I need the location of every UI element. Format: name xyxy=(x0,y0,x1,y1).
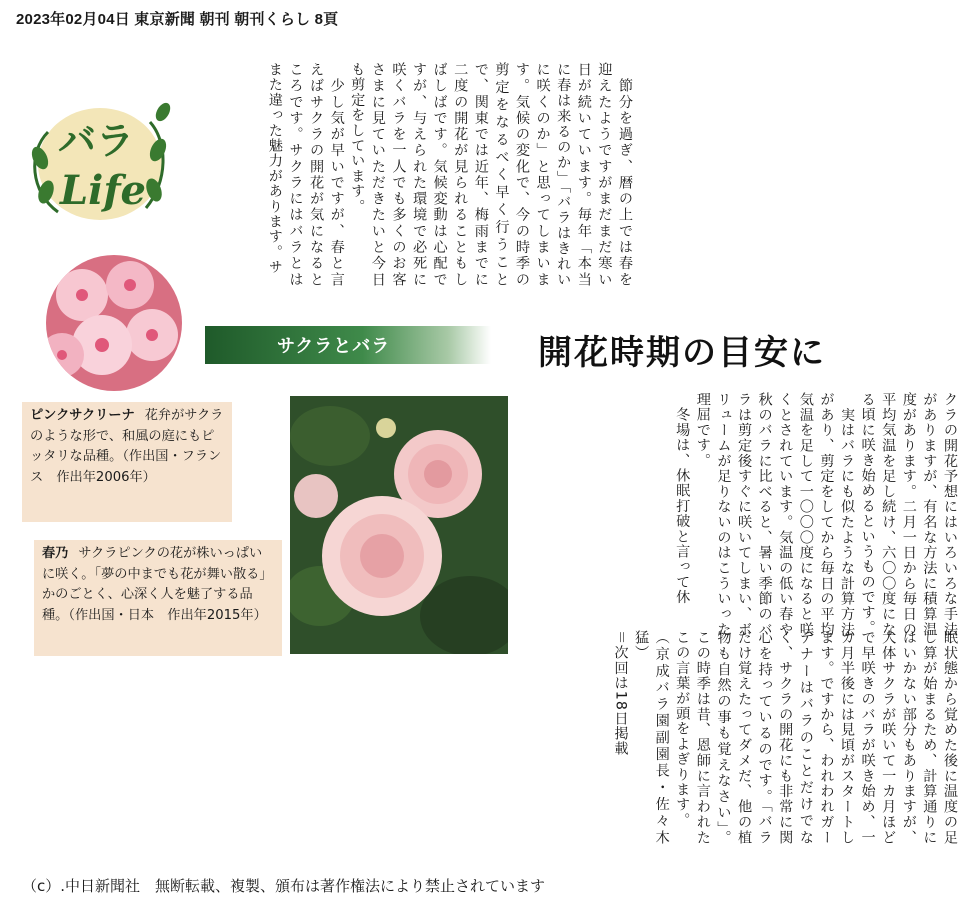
article-bottom-text: 眠状態から覚めた後に温度の足し算が始まるため、計算通りにはいかない部分もありますが、大体サクラが咲いて一カ月ほどで早咲きのバラが咲き始め、一カ月半後には見頃がスタートします。ですから、われわれガーデナーはバラのことだけでなく、サクラの開花にも非常に関心を持っているのです。「バラだけ覚えたってダメだ、他の植物も自然の事も覚えなさい」。この時季は昔、恩師に言われたこの言葉が頭をよぎります。 （京成バラ園副園長・佐々木猛） ＝次回は18日掲載 xyxy=(612,630,958,845)
article-intro xyxy=(180,62,635,287)
logo-line2: Life xyxy=(60,167,146,214)
article-middle-text: クラの開花予想にはいろいろな手法がありますが、有名な方法に積算温度があります。二月一日から毎日の平均気温を足し続け、六〇〇度になる頃に咲き始めるというものです。 実はバラにも似たような計算方法があり、剪定をしてから毎日の平均気温を足して一〇〇〇度になると咲くとされています。気温の低い春や秋のバラに比べると、暑い季節のバラは剪定後すぐに咲いてしまい、ボリュームが足りないのはこういった理屈です。 冬場は、休眠打破と言って休 xyxy=(674,392,958,637)
caption-text: 花弁がサクラのような形で、和風の庭にもピッタリな品種。（作出国・フランス 作出年2006年） xyxy=(30,408,224,485)
haruno-rose-photo xyxy=(290,396,508,654)
article-intro-text: 節分を過ぎ、暦の上では春を迎えたようですがまだまだ寒い日が続いています。毎年「本当に春は来るのか」「バラはきれいに咲くのか」と思ってしまいます。気候の変化で、今の時季の剪定をなるべく早く行うことで、関東では近年、梅雨までに二度の開花が見られることもしばしばです。気候変動は心配ですが、与えられた環境で必死に咲くバラを一人でも多くのお客さまに見ていただきたいと今日も剪定をしています。 少し気が早いですが、春と言えばサクラの開花が気になるところです。サクラにはバラとはまた違った魅力があります。サ xyxy=(266,62,633,287)
article-bottom xyxy=(520,630,960,845)
headline: 開花時期の目安に xyxy=(538,333,826,373)
caption-haruno xyxy=(34,540,282,656)
caption-name: ピンクサクリーナ xyxy=(30,408,135,423)
caption-pink-sakurina xyxy=(22,402,232,522)
copyright-notice: （c）.中日新聞社 無断転載、複製、頒布は著作権法により禁止されています xyxy=(22,877,546,895)
caption-name: 春乃 xyxy=(42,546,69,561)
publication-meta: 2023年02月04日 東京新聞 朝刊 朝刊くらし 8頁 xyxy=(16,11,339,28)
caption-text: サクラピンクの花が株いっぱいに咲く。「夢の中までも花が舞い散る」かのごとく、心深く人を魅了する品種。（作出国・日本 作出年2015年） xyxy=(42,546,273,623)
article-middle xyxy=(520,392,960,637)
pink-sakurina-photo xyxy=(22,255,192,395)
section-tag: サクラとバラ xyxy=(205,326,491,364)
logo-line1: バラ xyxy=(58,119,135,163)
bara-life-logo xyxy=(18,92,178,232)
